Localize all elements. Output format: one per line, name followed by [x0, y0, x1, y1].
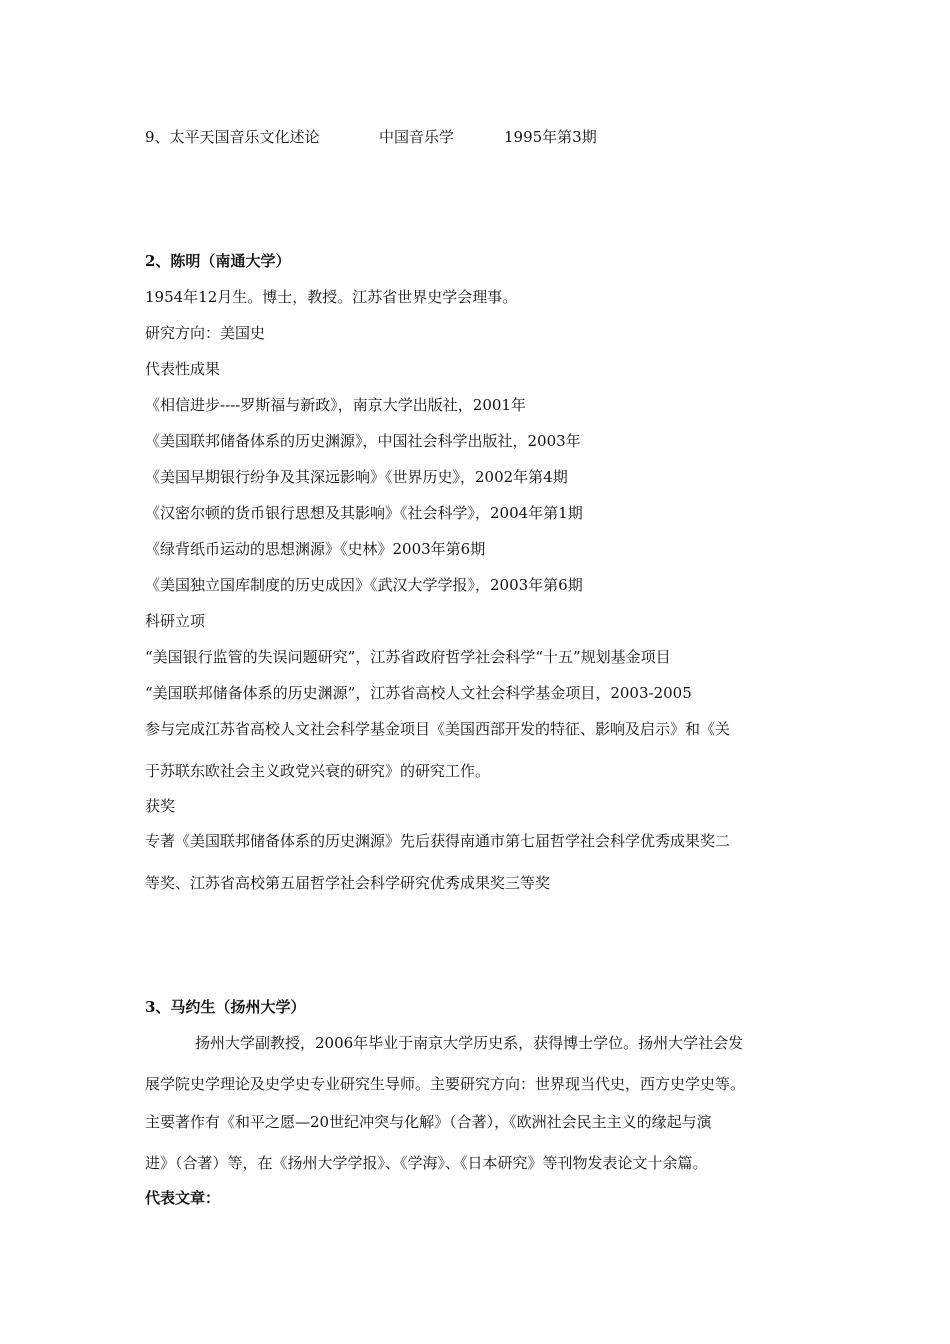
work-item: 《相信进步----罗斯福与新政》，南京大学出版社，2001年 — [145, 396, 526, 414]
work-item: 《美国独立国库制度的历史成因》《武汉大学学报》，2003年第6期 — [145, 576, 583, 594]
section2-works-heading: 代表性成果 — [145, 360, 221, 378]
section2-projects-heading: 科研立项 — [145, 612, 206, 630]
section2-awards-heading: 获奖 — [145, 797, 176, 815]
award-item: 专著《美国联邦储备体系的历史渊源》先后获得南通市第七届哲学社会科学优秀成果奖二 — [145, 832, 731, 850]
section3-bio-line: 展学院史学理论及史学史专业研究生导师。主要研究方向：世界现当代史，西方史学史等。 — [145, 1075, 746, 1093]
project-item: “美国联邦储备体系的历史渊源”，江苏省高校人文社会科学基金项目，2003-2005 — [145, 684, 692, 702]
section3-bio-line: 扬州大学副教授，2006年毕业于南京大学历史系，获得博士学位。扬州大学社会发 — [195, 1034, 744, 1052]
section3-bio-line: 进》（合著）等，在《扬州大学学报》、《学海》、《日本研究》等刊物发表论文十余篇。 — [145, 1154, 708, 1172]
project-item: “美国银行监管的失误问题研究”，江苏省政府哲学社会科学“十五”规划基金项目 — [145, 648, 671, 666]
section3-articles-heading: 代表文章： — [145, 1189, 221, 1207]
work-item: 《美国联邦储备体系的历史渊源》，中国社会科学出版社，2003年 — [145, 432, 581, 450]
project-item: 于苏联东欧社会主义政党兴衰的研究》的研究工作。 — [145, 762, 491, 780]
work-item: 《绿背纸币运动的思想渊源》《史林》2003年第6期 — [145, 540, 486, 558]
top-entry — [145, 127, 597, 147]
top-entry-issue: 1995年第3期 — [504, 128, 597, 146]
section2-research-direction: 研究方向：美国史 — [145, 324, 266, 342]
top-entry-title: 9、太平天国音乐文化述论 — [145, 128, 320, 146]
section2-bio: 1954年12月生。博士，教授。江苏省世界史学会理事。 — [145, 288, 518, 306]
section3-bio-line: 主要著作有《和平之愿—20世纪冲突与化解》（合著），《欧洲社会民主主义的缘起与演 — [145, 1113, 712, 1131]
award-item: 等奖、江苏省高校第五届哲学社会科学研究优秀成果奖三等奖 — [145, 874, 551, 892]
work-item: 《汉密尔顿的货币银行思想及其影响》《社会科学》，2004年第1期 — [145, 504, 583, 522]
section2-heading: 2、陈明（南通大学） — [145, 252, 291, 270]
top-entry-journal: 中国音乐学 — [379, 128, 455, 146]
section3-heading: 3、马约生（扬州大学） — [145, 998, 306, 1016]
project-item: 参与完成江苏省高校人文社会科学基金项目《美国西部开发的特征、影响及启示》和《关 — [145, 720, 731, 738]
work-item: 《美国早期银行纷争及其深远影响》《世界历史》，2002年第4期 — [145, 468, 568, 486]
